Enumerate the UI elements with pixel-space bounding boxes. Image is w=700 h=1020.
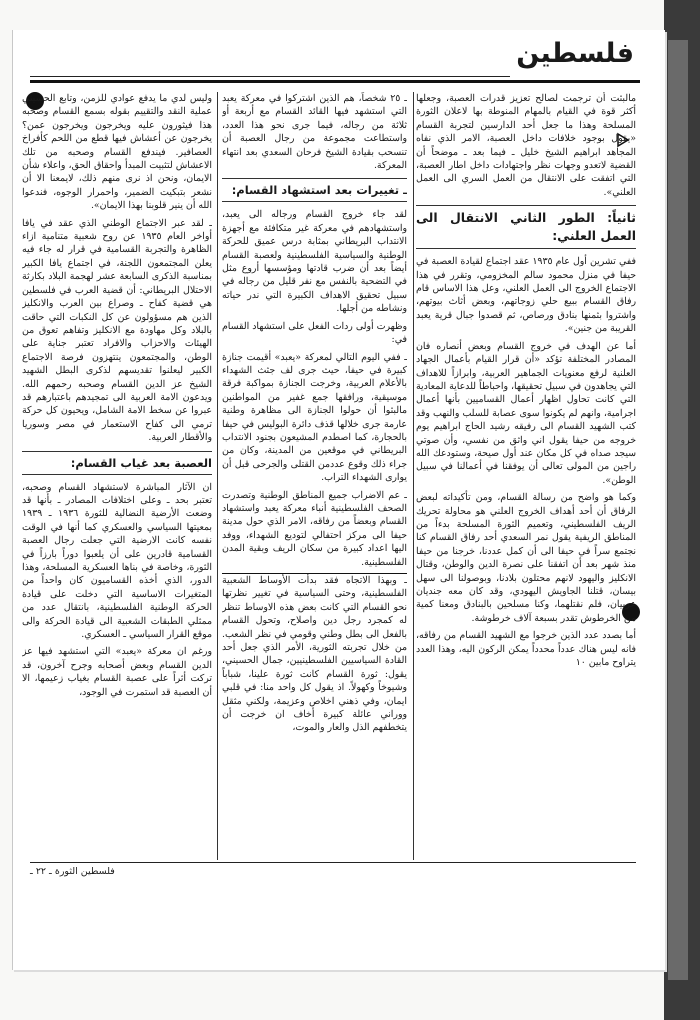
paragraph: وظهرت أولى ردات الفعل على استشهاد القسام في:: [222, 320, 407, 346]
paragraph: ـ وبهذا الاتجاه فقد بدأت الأوساط الشعبية الفلسطينية، وحتى السياسية في تغيير نظرتها نحو القسام التي كانت بعض هذه الاوساط تنظر له كمجرد رجل دين واصلاح، وتحول القسام بالفعل الى بطل وطني وقومي في نظر الشعب. من خلال تجربته الثورية، الأمر الذي جعل أحد القادة السياسيين الفلسطينيين، جمال الحسيني، يقول: ثورة القسام كانت ثورة علينا، شباباً وشيوخاً وكهولاً. اذ يقول كل واحد منا: في قلبي ايمان، وفي ذهني اخلاص وعزيمة، ولكني مثقل ووراني عائلة كبيرة أخاف ان خرجت أن يتخطفهم الذل والعار والموت،: [222, 575, 407, 734]
column-divider-left: [217, 92, 218, 860]
article-column-middle: [222, 92, 407, 837]
column-divider-right: [413, 92, 414, 860]
article-column-right: [416, 92, 636, 837]
paragraph: ـ ٢٥ شخصاً، هم الذين اشتركوا في معركة يعبد التي استشهد فيها القائد القسام مع أربعة أو ثلاثة من رجاله، فيما جرى نحو هذا العدد، واستطاعت مجموعة من رجال العصبة أن تنسحب بقيادة الشيخ فرحان السعدي بعد انتهاء المعركة.: [222, 93, 407, 172]
paragraph: وليس لدي ما يدفع عوادي للزمن، وتابع الحسيني عملية النقد والتقييم بقوله بسمع القسام وصحبه هذا فيثورون عليه ويخرجون ويخرجون عمن؟ يخرجون عن أعشاش فيها قطع من اللحم كأفراخ العصافير. فيندفع القسام وصحبه من تلك الاعشاش لتثبيت المبدأ واحقاق الحق، واعلاء شأن الايمان، ونحن اذ نرى منهم ذلك، لايمعنا الا أن نشعر بتبكيت الضمير، واحمرار الوجوه، فندعوا الله أن ينير قلوبنا بهذا الايمان».: [22, 93, 212, 212]
section-heading: العصبة بعد غياب القسام:: [22, 451, 212, 475]
paragraph: ورغم ان معركة «يعبد» التي استشهد فيها عز الدين القسام وبعض أصحابه وجرح آخرون، قد تركت أثراً على عصبة القسام بغياب زعيمها، الا أن العصبة قد استمرت في الوجود،: [22, 646, 212, 698]
paragraph: ان الآثار المباشرة لاستشهاد القسام وصحبه، تعتبر بحد ـ وعلى اختلافات المصادر ـ بأنها قد وضعت الأرضية النضالية للثورة ١٩٣٦ ـ ١٩٣٩ بمعيتها السياسي والعسكري كما أنها في الوقت نفسه كانت الارضية التي جعلت رجال العصبة القسامية قادرين على أن يلعبوا دوراً بارزاً في الثورة، وخاصة في بناها العسكرية المسلحة، وهذا الدور، الذي أخذه القساميون كان واحداً من المتغيرات الاساسية التي دخلت على قيادة الحركة الوطنية الفلسطينية، بانتقال عدد من ممثلي الطبقات الشعبية الى قيادة الحركة والى موقع القرار السياسي ـ العسكري.: [22, 481, 212, 641]
paragraph: لقد جاء خروج القسام ورجاله الى يعبد، واستشهادهم في معركة غير متكافئة مع أجهزة الانتداب البريطاني بمثابة درس عميق للحركة الوطنية والسياسية الفلسطينية ولعصبة القسام أيضاً بعد أن ضرب قادتها ومؤسسها أروع مثل في التضحية بالنفس مع نفر قليل من رجاله في سبيل تحقيق الاهداف الكبيرة التي ندر حياته ونشاطه من أجلها.: [222, 209, 407, 315]
footer-rule: [30, 862, 636, 863]
page-header: [30, 38, 640, 83]
paragraph: ففي تشرين أول عام ١٩٣٥ عقد اجتماع لقيادة العصبة في حيفا في منزل محمود سالم المخزومي، وتقرر في هذا الاجتماع الخروج الى العمل العلني، وعل هذا الاساس قام رفاق القسام ببيع حلي زوجاتهم، وبعض أثاث بيوتهم، واشتروا بثمنها بنادق ورصاص، ثم قصدوا جبال قرية يعبد القريبة من جنين».: [416, 256, 636, 335]
paragraph: مالبثت أن ترجمت لصالح تعزيز قدرات العصبة، وجعلها أكثر قوة في القيام بالمهام المنوطة بها لاعلان الثورة المسلحة وهذا ما جعل أحد الدارسين لتجربة القسام «يقول بوجود خلافات داخل العصبة، الامر الذي نفاه المجاهد ابراهيم الشيخ خليل ـ فيما بعد ـ موضحاً أن القضية لاتعدو وجهات نظر واجتهادات داخل اطار العصبة، التي اتفقت على الانتقال من العمل السري الى العمل العلني».: [416, 93, 636, 198]
page-footer: فلسطين الثورة ـ ٢٢ ـ: [30, 866, 115, 877]
paragraph: أما عن الهدف في خروج القسام وبعض أنصاره فان المصادر المختلفة تؤكد «أن قرار القيام بأعمال الجهاد العلنية لرفع معنويات الجماهير العربية، وابرازاً للاهداف التي يجاهدون في سبيل تحقيقها، واحباطاً للدعاية المعادية التي كانت تحاول اظهار أعمال القساميين بأنها أعمال اجرامية، وانهم لم يكونوا سوى عصابة للسلب والنهب وقد كتب الشهيد القسام الى رفيقه رشيد الحاج ابراهيم يوم خروجه من حيفا يقول اني واثق من نفسي، وأن صوتي سيجد صداه في كل مكان عند أول صيحة، وستودعك الله راجين من المولى تعالى أن يوفقنا في أعمالنا في سبيل الوطن».: [416, 340, 636, 486]
paragraph: ـ لقد عبر الاجتماع الوطني الذي عقد في يافا أواخر العام ١٩٣٥ عن روح شعبية متنامية ازاء الظاهرة والتجربة القسامية في قرار له جاء فيه يعلن المجتمعون اللجنة، في اجتماع يافا الكبير بمناسبة الذكرى السابعة عشر لهجمة البلاد بكارثة الاحتلال البريطاني: أن قضية العرب في فلسطين هي قضية كفاح ـ وصراع بين العرب والانكليز الذين هم مسؤولون عن كل النكبات التي حاقت بالبلاد وكل مهاودة مع الانكليز وتفاهم تعوق من الهيئات والاحزاب والافراد تعتبر جناية على الوطن، والمجتمعون ينتهزون فرصة الاجتماع الكبير ليعلنوا تقديسهم لذكرى البطل الشهيد الشيخ عز الدين القسام وصحبه رحمهم الله. ويدعون الامة العربية الى تمجيدهم باعتبارهم قد عبروا عن سخط الامة الشامل، ويحيون كل حركة ترمي الى كفاح الاستعمار في مصر وسوريا والأقطار العربية.: [22, 217, 212, 444]
scanner-edge: [664, 0, 700, 1020]
article-column-left: [22, 92, 212, 837]
paragraph: أما بصدد عدد الذين خرجوا مع الشهيد القسام من رفاقه، فانه ليس هناك عدداً محدداً يمكن الركون اليه، وهذا العدد يتراوح مابين ١٠: [416, 630, 636, 669]
magazine-section-title: فلسطين: [516, 38, 634, 69]
paragraph: وكما هو واضح من رسالة القسام، ومن تأكيداته لبعض الرفاق أن أحد أهداف الخروج العلني هو محاولة تحريك الريف الفلسطيني، وتعميم الثورة المسلحة بدءاً من المناطق الريفية يقول نمر السعدي أحد رفاق القسام كنا نجتمع سراً في حيفا الى أن كمل عددنا، خرجنا من حيفا منذ شهر بعد أن اتفقنا على نصرة الدين والوطن، وقتال الانكليز واليهود لانهم محتلون بلادنا، وبوصولنا الى سهل بيسان، قتلنا الجاويش اليهودي، وقد كان معه جنديان عربيان، فلم نقتلهما، وكنا مسلحين بالبنادق ومعنا كمية من الخرطوش تقدر بسبعة آلاف خرطوشة.: [416, 492, 636, 624]
paragraph: ـ عم الاضراب جميع المناطق الوطنية وتصدرت الصحف الفلسطينية أنباء معركة يعبد واستشهاد القسام وبعضاً من رفاقه، الامر الذي حول مدينة حيفا الى مركز احتفالي لتوديع الشهداء، ووفد اليها اعداد كبيرة من سكان الريف وبقية المدن الفلسطينية.: [222, 489, 407, 568]
section-heading: ثانياً: الطور الثاني الانتقال الى العمل العلني:: [416, 205, 636, 249]
paragraph: ـ ففي اليوم التالي لمعركة «يعبد» أقيمت جنازة كبيرة في حيفا، حيث جرى لف جثث الشهداء بالأعلام العربية، وخرجت الجنازة بمواكبة فرقة موسيقية، ورافقها جمع غفير من المواطنين مالبثوا أن حولوا الجنازة الى مظاهرة وطنية عارمة جرى خلالها قذف دائرة البوليس في حيفا بالحجارة، كما اصطدم المشيعون بجنود الانتداب البريطاني في موقعين من المدينة، وكان من جراء ذلك وقوع عددمن القتلى والجرحى قبل أن يوارى الشهداء التراب.: [222, 351, 407, 484]
header-rule: [30, 76, 510, 77]
scanner-edge-highlight: [668, 40, 688, 980]
section-heading: ـ تغييرات بعد استشهاد القسام:: [222, 178, 407, 202]
